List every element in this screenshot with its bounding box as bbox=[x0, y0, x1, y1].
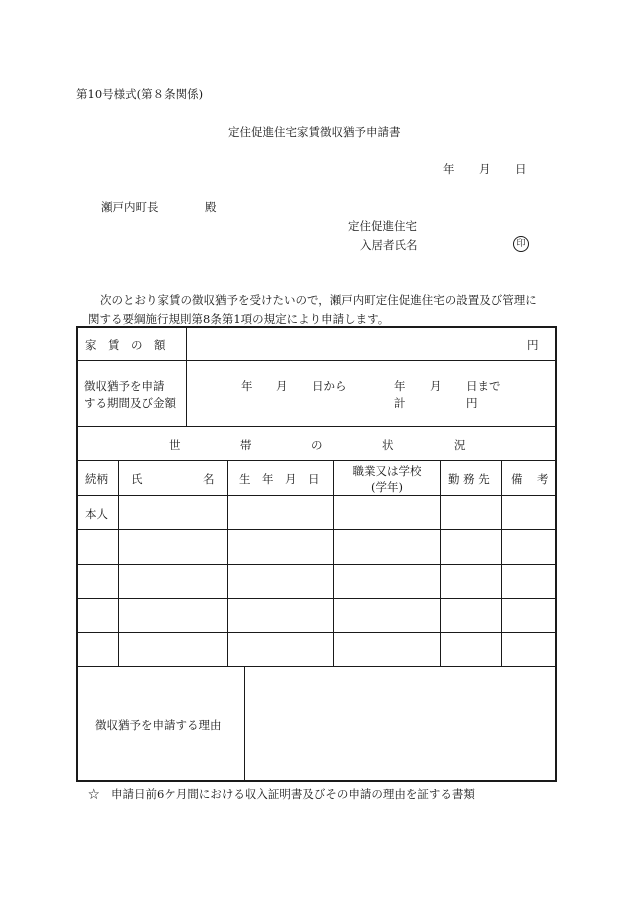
header-workplace: 勤 務 先 bbox=[448, 472, 490, 486]
until-year: 年 bbox=[394, 379, 406, 393]
seal-mark: 印 bbox=[513, 236, 529, 252]
rent-label: 家 賃 の 額 bbox=[85, 338, 166, 352]
date-year: 年 bbox=[443, 162, 455, 176]
form-title: 定住促進住宅家賃徴収猶予申請書 bbox=[228, 125, 401, 139]
header-relation: 続柄 bbox=[85, 472, 108, 486]
applicant-name-label: 入居者氏名 bbox=[360, 238, 418, 252]
footnote: ☆ 申請日前6ケ月間における収入証明書及びその申請の理由を証する書類 bbox=[88, 787, 475, 801]
body-text-line-2: 関する要綱施行規則第8条第1項の規定により申請します。 bbox=[88, 312, 390, 326]
household-title-char-1: 世 bbox=[169, 438, 181, 452]
from-year: 年 bbox=[241, 379, 253, 393]
body-text-line-1: 次のとおり家賃の徴収猶予を受けたいので，瀬戸内町定住促進住宅の設置及び管理に bbox=[100, 293, 537, 307]
household-title-char-3: の bbox=[311, 438, 323, 452]
until-day: 日まで bbox=[466, 379, 501, 393]
household-title-char-4: 状 bbox=[382, 438, 394, 452]
form-number: 第10号様式(第８条関係) bbox=[76, 87, 204, 101]
reason-label: 徴収猶予を申請する理由 bbox=[95, 718, 222, 732]
date-month: 月 bbox=[479, 162, 491, 176]
header-remarks-part-2: 考 bbox=[537, 472, 549, 486]
total-yen: 円 bbox=[466, 396, 478, 410]
header-occupation-line-2: (学年) bbox=[371, 480, 403, 494]
period-label-line-1: 徴収猶予を申請 bbox=[84, 379, 165, 393]
applicant-housing: 定住促進住宅 bbox=[348, 219, 417, 233]
addressee-honorific: 殿 bbox=[205, 200, 217, 214]
header-name-part-2: 名 bbox=[203, 472, 215, 486]
header-name-part-1: 氏 bbox=[131, 472, 143, 486]
until-month: 月 bbox=[430, 379, 442, 393]
row-self-relation: 本人 bbox=[85, 507, 108, 521]
addressee-name: 瀬戸内町長 bbox=[101, 200, 159, 214]
total-label: 計 bbox=[394, 396, 406, 410]
header-birth-date: 生 年 月 日 bbox=[239, 472, 320, 486]
household-title-char-2: 帯 bbox=[240, 438, 252, 452]
household-title-char-5: 況 bbox=[454, 438, 466, 452]
date-day: 日 bbox=[515, 162, 527, 176]
period-label-line-2: する期間及び金額 bbox=[84, 396, 176, 410]
rent-yen: 円 bbox=[527, 338, 539, 352]
from-month: 月 bbox=[276, 379, 288, 393]
header-occupation-line-1: 職業又は学校 bbox=[352, 464, 422, 478]
header-remarks-part-1: 備 bbox=[511, 472, 523, 486]
from-day: 日から bbox=[312, 379, 347, 393]
